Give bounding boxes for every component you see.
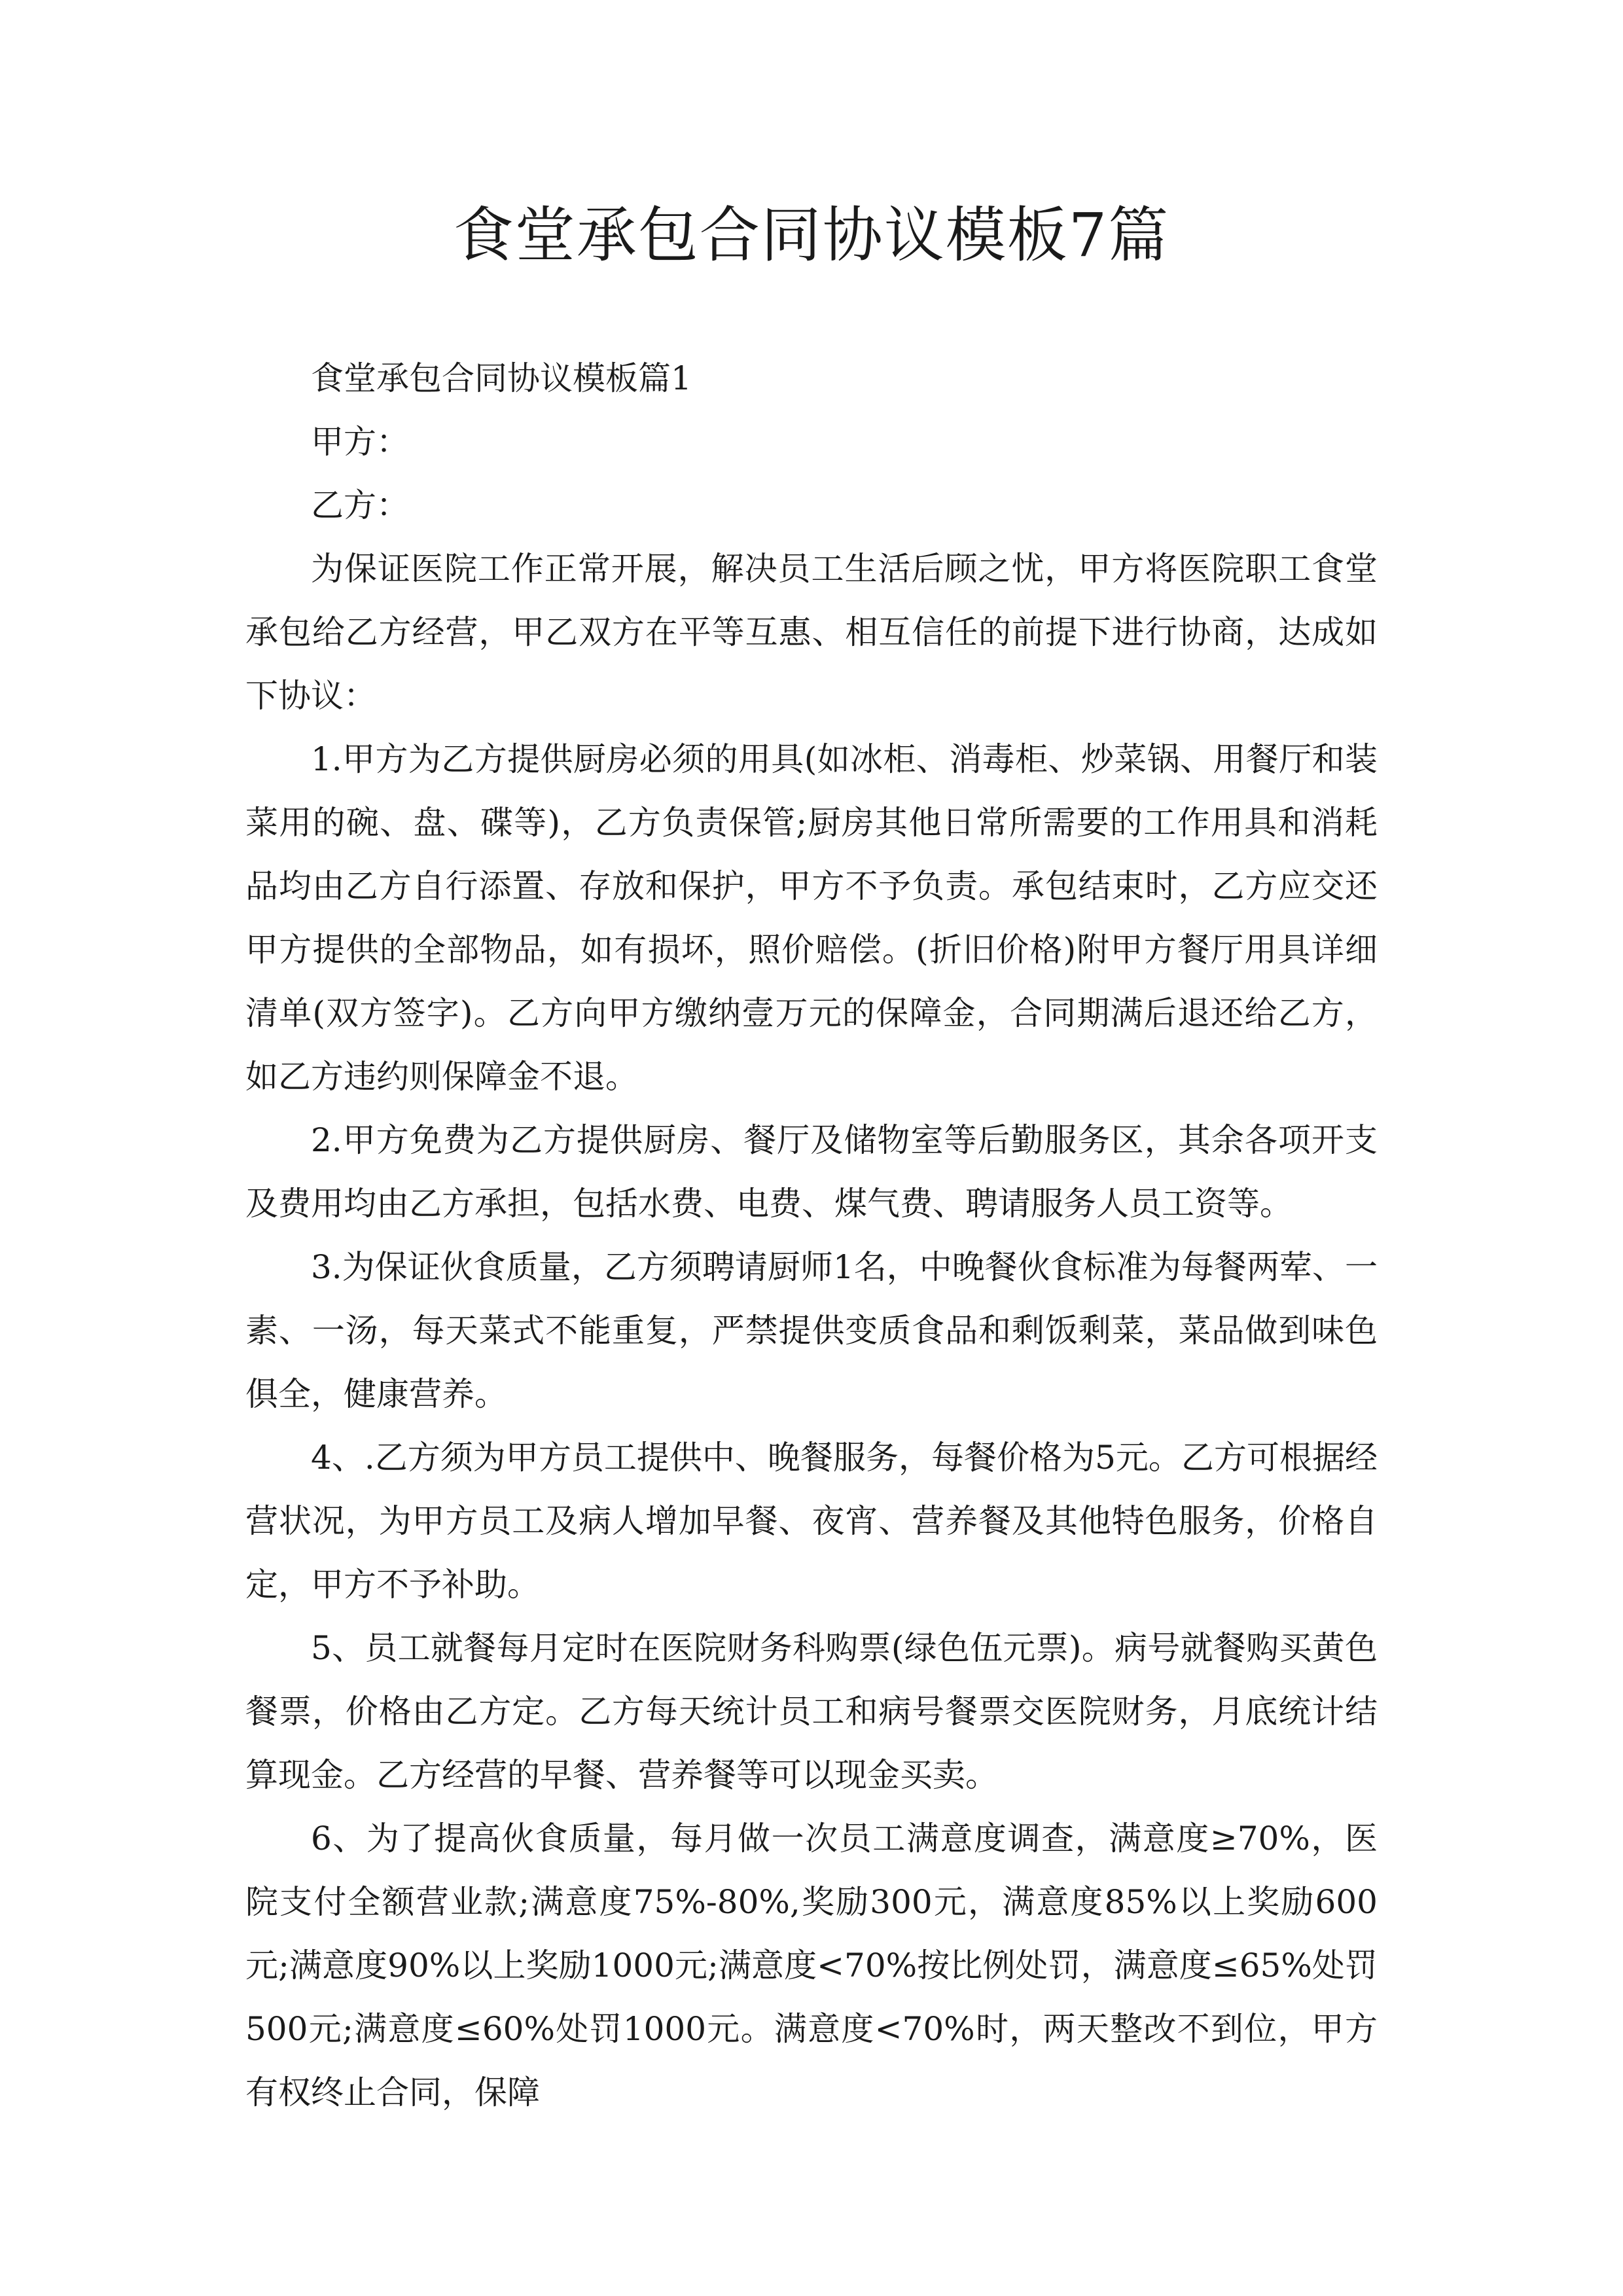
document-body xyxy=(245,347,1378,2125)
preamble-paragraph: 为保证医院工作正常开展，解决员工生活后顾之忧，甲方将医院职工食堂承包给乙方经营，甲乙双方在平等互惠、相互信任的前提下进行协商，达成如下协议： xyxy=(245,550,1378,715)
clause-5-paragraph: 5、员工就餐每月定时在医院财务科购票(绿色伍元票)。病号就餐购买黄色餐票，价格由乙方定。乙方每天统计员工和病号餐票交医院财务，月底统计结算现金。乙方经营的早餐、营养餐等可以现金买卖。 xyxy=(245,1629,1378,1794)
clause-2-paragraph: 2.甲方免费为乙方提供厨房、餐厅及储物室等后勤服务区，其余各项开支及费用均由乙方承担，包括水费、电费、煤气费、聘请服务人员工资等。 xyxy=(245,1121,1378,1223)
clause-6-paragraph: 6、为了提高伙食质量，每月做一次员工满意度调查，满意度≥70%，医院支付全额营业款;满意度75%-80%,奖励300元，满意度85%以上奖励600元;满意度90%以上奖励1000元;满意度<70%按比例处罚，满意度≤65%处罚500元;满意度≤60%处罚1000元。满意度<70%时，两天整改不到位，甲方有权终止合同，保障 xyxy=(245,1820,1378,2111)
section-heading: 食堂承包合同协议模板篇1 xyxy=(311,359,692,397)
clause-1-paragraph: 1.甲方为乙方提供厨房必须的用具(如冰柜、消毒柜、炒菜锅、用餐厅和装菜用的碗、盘、碟等)，乙方负责保管;厨房其他日常所需要的工作用具和消耗品均由乙方自行添置、存放和保护，甲方不予负责。承包结束时，乙方应交还甲方提供的全部物品，如有损坏，照价赔偿。(折旧价格)附甲方餐厅用具详细清单(双方签字)。乙方向甲方缴纳壹万元的保障金，合同期满后退还给乙方，如乙方违约则保障金不退。 xyxy=(245,740,1378,1096)
party-a-line: 甲方： xyxy=(311,423,409,461)
clause-4-paragraph: 4、.乙方须为甲方员工提供中、晚餐服务，每餐价格为5元。乙方可根据经营状况，为甲方员工及病人增加早餐、夜宵、营养餐及其他特色服务，价格自定，甲方不予补助。 xyxy=(245,1439,1378,1604)
clause-3-paragraph: 3.为保证伙食质量，乙方须聘请厨师1名，中晚餐伙食标准为每餐两荤、一素、一汤，每天菜式不能重复，严禁提供变质食品和剩饭剩菜，菜品做到味色俱全，健康营养。 xyxy=(245,1248,1378,1413)
document-title: 食堂承包合同协议模板7篇 xyxy=(453,200,1170,270)
party-b-line: 乙方： xyxy=(311,486,409,524)
